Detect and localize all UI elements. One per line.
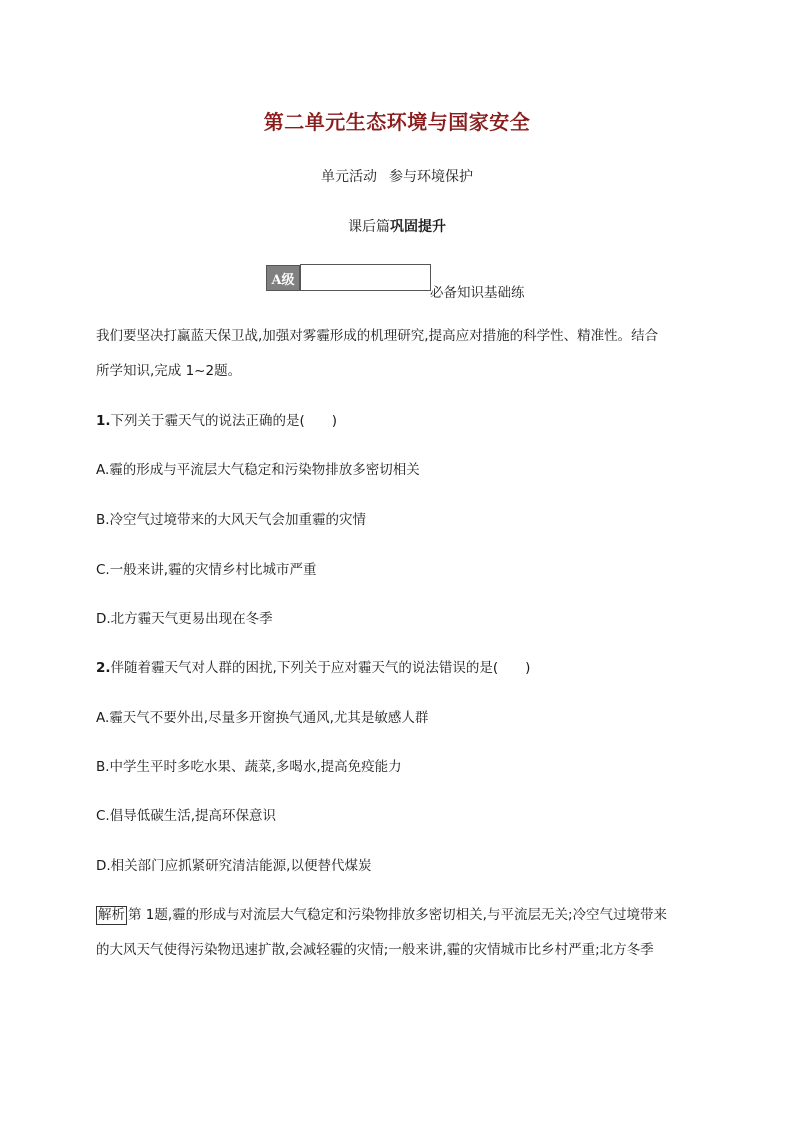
analysis-line-1 (96, 905, 667, 925)
question-2 (96, 658, 530, 678)
analysis-tag: 解析 (98, 907, 125, 923)
question-number: 1. (96, 413, 111, 429)
intro-line-2: 所学知识,完成 1~2题。 (96, 363, 242, 379)
section-heading (0, 216, 794, 236)
page-title: 第二单元生态环境与国家安全 (263, 110, 531, 134)
question-number: 2. (96, 660, 111, 676)
question-1 (96, 411, 337, 431)
q1-option-b: B.冷空气过境带来的大风天气会加重霾的灾情 (96, 512, 367, 528)
section-prefix: 课后篇 (348, 219, 390, 235)
unit-activity-subtitle (0, 166, 794, 186)
q2-option-d: D.相关部门应抓紧研究清洁能源,以便替代煤炭 (96, 858, 372, 874)
q2-option-a: A.霾天气不要外出,尽量多开窗换气通风,尤其是敏感人群 (96, 710, 429, 726)
q2-option-b: B.中学生平时多吃水果、蔬菜,多喝水,提高免疫能力 (96, 759, 402, 775)
level-box (300, 264, 431, 291)
subtitle-part2: 参与环境保护 (389, 169, 473, 185)
q1-option-d: D.北方霾天气更易出现在冬季 (96, 611, 273, 627)
subtitle-part1: 单元活动 (321, 169, 377, 185)
section-bold: 巩固提升 (390, 219, 446, 235)
level-badge: A级 (266, 265, 300, 291)
question-stem: 下列关于霾天气的说法正确的是( ) (110, 413, 338, 429)
level-label: 必备知识基础练 (430, 285, 525, 301)
q1-option-a: A.霾的形成与平流层大气稳定和污染物排放多密切相关 (96, 462, 420, 478)
q1-option-c: C.一般来讲,霾的灾情乡村比城市严重 (96, 562, 317, 578)
intro-line-1: 我们要坚决打赢蓝天保卫战,加强对雾霾形成的机理研究,提高应对措施的科学性、精准性。结合 (96, 328, 659, 344)
question-stem: 伴随着霾天气对人群的困扰,下列关于应对霾天气的说法错误的是( ) (110, 660, 531, 676)
q2-option-c: C.倡导低碳生活,提高环保意识 (96, 808, 277, 824)
analysis-text-1: 第 1题,霾的形成与对流层大气稳定和污染物排放多密切相关,与平流层无关;冷空气过境带来 (128, 907, 668, 923)
analysis-line-2: 的大风天气使得污染物迅速扩散,会减轻霾的灾情;一般来讲,霾的灾情城市比乡村严重;北方冬季 (96, 942, 654, 958)
